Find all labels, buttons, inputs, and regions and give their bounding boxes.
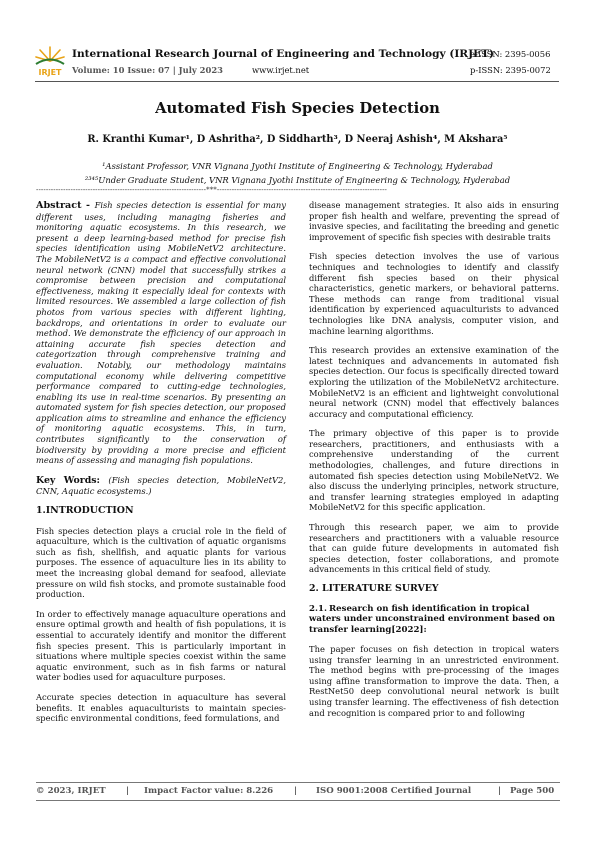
footer-divider: | bbox=[126, 786, 130, 796]
right-paragraph-4: The primary objective of this paper is to provide researchers, practitioners, and enthusiasts with a comprehensive understanding of the current methodologies, challenges, and future directions in automated fish species detection using MobileNetV2. We also discuss the underlying principles, network structure, and transfer learning strategies employed in adapting MobileNetV2 for this specific application. bbox=[309, 428, 559, 513]
footer-impact-factor: Impact Factor value: 8.226 bbox=[144, 786, 274, 796]
header-rule bbox=[35, 81, 559, 82]
p-issn: p-ISSN: 2395-0072 bbox=[470, 65, 551, 75]
footer-iso: ISO 9001:2008 Certified Journal bbox=[316, 786, 472, 796]
footer-divider: | bbox=[498, 786, 502, 796]
left-column bbox=[36, 200, 286, 733]
subsection-title: Research on fish identification in tropical waters under unconstrained environment based on transfer learning[2022]: bbox=[309, 603, 555, 636]
intro-paragraph-3: Accurate species detection in aquaculture has several benefits. It enables aquaculturists to maintain species-specific environmental conditions, feed formulations, and bbox=[36, 691, 286, 724]
literature-paragraph-1: The paper focuses on fish detection in tropical waters using transfer learning in an unrestricted environment. The method begins with pre-processing of the images using affine transformation to improve the data. Then, a RestNet50 deep convolutional neural network is built using transfer learning. The effectiveness of fish detection and recognition is compared prior to and following bbox=[309, 643, 559, 718]
intro-paragraph-2: In order to effectively manage aquaculture operations and ensure optimal growth and health of fish populations, it is essential to accurately identify and monitor the different fish species present. This is particularly important in situations where multiple species coexist within the same aquatic environment, such as in fish farms or natural water bodies used for aquaculture purposes. bbox=[36, 608, 286, 683]
footer-page-number: Page 500 bbox=[510, 786, 555, 796]
abstract bbox=[36, 200, 286, 466]
affiliation-2: ²³⁴⁵Under Graduate Student, VNR Vignana Jyothi Institute of Engineering & Technology, Hyderabad bbox=[84, 175, 511, 185]
footer-rule-bottom bbox=[36, 800, 560, 801]
intro-paragraph-1: Fish species detection plays a crucial role in the field of aquaculture, which is the cultivation of aquatic organisms such as fish, shellfish, and aquatic plants for various purposes. The essence of aquaculture lies in its ability to meet the increasing global demand for seafood, alleviate pressure on wild fish stocks, and promote sustainable food production. bbox=[36, 525, 286, 600]
right-paragraph-5: Through this research paper, we aim to provide researchers and practitioners with a valuable resource that can guide future developments in automated fish species detection, foster collaborations, and promote advancements in this critical field of study. bbox=[309, 522, 559, 575]
subsection-number: 2.1. bbox=[309, 603, 327, 614]
irjet-logo bbox=[33, 44, 67, 78]
paper-title: Automated Fish Species Detection bbox=[155, 100, 440, 117]
footer-rule-top bbox=[36, 782, 560, 783]
journal-title: International Research Journal of Engineering and Technology (IRJET) bbox=[72, 48, 495, 60]
footer-divider: | bbox=[294, 786, 298, 796]
right-paragraph-1: disease management strategies. It also aids in ensuring proper fish health and welfare, preventing the spread of invasive species, and facilitating the breeding and genetic improvement of specific fish species with desirable traits bbox=[309, 200, 559, 242]
keywords-text: (Fish species detection, MobileNetV2, CNN, Aquatic ecosystems.) bbox=[36, 474, 286, 497]
affiliation-1: ¹Assistant Professor, VNR Vignana Jyothi Institute of Engineering & Technology, Hyderabad bbox=[102, 161, 493, 171]
right-paragraph-2: Fish species detection involves the use of various techniques and technologies to identify and classify different fish species based on their physical characteristics, genetic markers, or behavioral patterns. These methods can range from traditional visual identification by experienced aquaculturists to advanced technologies like DNA analysis, computer vision, and machine learning algorithms. bbox=[309, 251, 559, 336]
right-column bbox=[309, 200, 559, 727]
authors: R. Kranthi Kumar¹, D Ashritha², D Siddharth³, D Neeraj Ashish⁴, M Akshara⁵ bbox=[87, 134, 508, 145]
logo-text: IRJET bbox=[38, 68, 62, 77]
volume-issue: Volume: 10 Issue: 07 | July 2023 bbox=[72, 65, 223, 75]
right-paragraph-3: This research provides an extensive examination of the latest techniques and advancements in automated fish species detection. Our focus is specifically directed toward exploring the utilization of the MobileNetV2 architecture. MobileNetV2 is an efficient and lightweight convolutional neural network (CNN) model that effectively balances accuracy and computational efficiency. bbox=[309, 345, 559, 419]
literature-survey-heading: 2. LITERATURE SURVEY bbox=[309, 583, 439, 594]
e-issn: e-ISSN: 2395-0056 bbox=[470, 49, 551, 59]
journal-website: www.irjet.net bbox=[252, 65, 310, 75]
subsection-heading bbox=[309, 604, 559, 636]
introduction-heading: 1.INTRODUCTION bbox=[36, 505, 134, 517]
abstract-text: Fish species detection is essential for many different uses, including managing fisheries and monitoring aquatic ecosystems. In this research, we present a deep learning-based method for precise fish species identification using MobileNetV2 architecture. The MobileNetV2 is a compact and effective convolutional neural network (CNN) model that successfully strikes a compromise between precision and computational effectiveness, making it especially ideal for contexts with limited resources. We assembled a large collection of fish photos from various species with different lighting, backdrops, and orientations in order to evaluate our method. We demonstrate the efficiency of our approach in attaining accurate fish species detection and categorization through comprehensive training and evaluation. Notably, our methodology maintains computational economy while delivering competitive performance compared to cutting-edge technologies, enabling its use in real-time scenarios. By presenting an automated system for fish species detection, our proposed application aims to streamline and enhance the efficiency of monitoring aquatic ecosystems. This, in turn, contributes significantly to the conservation of biodiversity by providing a more precise and efficient means of assessing and managing fish populations. bbox=[36, 200, 286, 466]
footer-copyright: © 2023, IRJET bbox=[36, 786, 106, 796]
section-separator: ---------------------------------------------------------------------***--------------------------------------------------------------------- bbox=[36, 186, 388, 194]
abstract-label: Abstract - bbox=[36, 200, 95, 211]
keywords-label: Key Words: bbox=[36, 474, 109, 486]
keywords bbox=[36, 475, 286, 497]
